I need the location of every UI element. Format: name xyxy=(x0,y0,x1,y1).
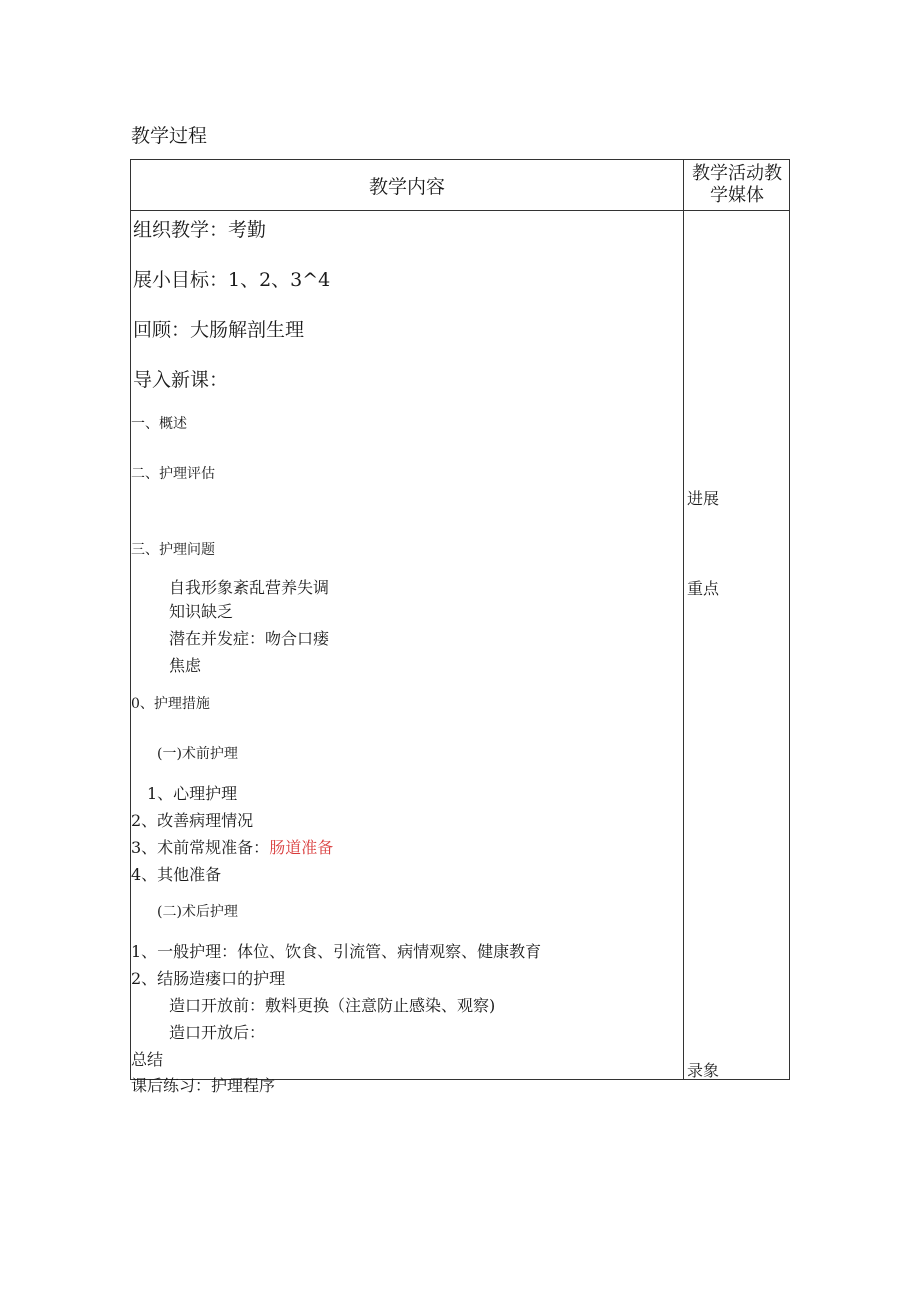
line-preop-4: 4、其他准备 xyxy=(131,865,222,884)
line-preop-3 xyxy=(131,835,333,858)
line-organize: 组织教学：考勤 xyxy=(133,219,267,241)
line-objectives: 展小目标：1、2、3^4 xyxy=(133,269,331,291)
line-preop: (一)术前护理 xyxy=(157,746,238,762)
line-preop-2: 2、改善病理情况 xyxy=(131,811,254,830)
line-review: 回顾：大肠解剖生理 xyxy=(133,319,305,341)
line-postop: (二)术后护理 xyxy=(157,904,238,920)
line-intro: 导入新课： xyxy=(133,369,229,391)
line-problem-4: 焦虑 xyxy=(169,656,202,675)
line-measures: 0、护理措施 xyxy=(131,696,210,712)
line-problem-1: 自我形象紊乱营养失调 xyxy=(169,578,330,597)
line-preop-3-text: 3、术前常规准备： xyxy=(131,838,270,857)
line-summary: 总结 xyxy=(131,1050,164,1069)
line-postop-1: 1、一般护理：体位、饮食、引流管、病情观察、健康教育 xyxy=(131,942,542,961)
line-problem-2: 知识缺乏 xyxy=(169,602,234,621)
line-homework: 课后练习：护理程序 xyxy=(131,1076,276,1095)
line-overview: 一、概述 xyxy=(131,416,187,432)
header-activity: 教学活动教学媒体 xyxy=(692,163,782,206)
header-content: 教学内容 xyxy=(368,175,445,198)
line-preop-1: 1、心理护理 xyxy=(147,784,238,803)
line-stoma-before: 造口开放前：敷料更换（注意防止感染、观察) xyxy=(169,996,496,1015)
note-progress: 进展 xyxy=(687,489,720,508)
line-stoma-after: 造口开放后： xyxy=(169,1023,266,1042)
line-problems: 三、护理问题 xyxy=(131,542,215,558)
note-key-point: 重点 xyxy=(687,579,720,598)
content-cell xyxy=(131,211,683,1095)
lesson-table xyxy=(130,159,790,1095)
highlight-bowel-prep: 肠道准备 xyxy=(269,838,334,857)
line-assessment: 二、护理评估 xyxy=(131,466,215,482)
line-problem-3: 潜在并发症：吻合口瘘 xyxy=(169,629,330,648)
column-divider xyxy=(683,160,684,1079)
line-postop-2: 2、结肠造瘘口的护理 xyxy=(131,969,286,988)
note-video: 录象 xyxy=(687,1061,720,1080)
section-heading: 教学过程 xyxy=(131,125,208,147)
